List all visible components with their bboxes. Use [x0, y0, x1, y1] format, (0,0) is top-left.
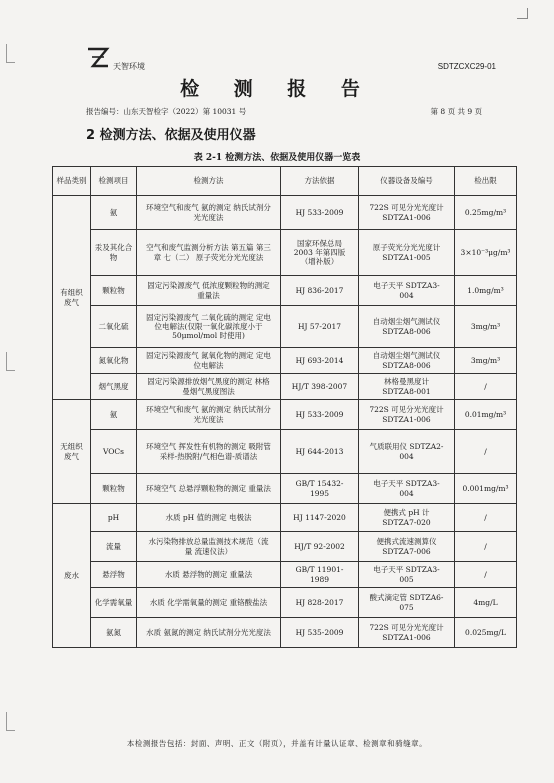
basis-cell: HJ 533-2009: [281, 196, 359, 230]
basis-cell: HJ 1147-2020: [281, 504, 359, 532]
basis-cell: 国家环保总局 2003 年第四版（增补版）: [281, 230, 359, 276]
binding-mark: [6, 352, 15, 371]
table-row: [53, 276, 517, 306]
limit-cell: 0.25mg/m³: [455, 196, 517, 230]
method-cell: 环境空气和废气 氨的测定 纳氏试剂分光光度法: [137, 400, 281, 430]
item-cell: 氨: [91, 196, 137, 230]
method-cell: 固定污染源排放烟气黑度的测定 林格曼烟气黑度图法: [137, 374, 281, 400]
instrument-cell: 林格曼黑度计 SDTZA8-001: [359, 374, 455, 400]
item-cell: 颗粒物: [91, 474, 137, 504]
category-cell: 无组织废气: [53, 400, 91, 504]
page-number: 第 8 页 共 9 页: [430, 107, 482, 116]
header-cell: 检测方法: [137, 167, 281, 196]
limit-cell: 0.01mg/m³: [455, 400, 517, 430]
table-row: [53, 504, 517, 532]
basis-cell: HJ 535-2009: [281, 618, 359, 648]
table-row: [53, 230, 517, 276]
header-cell: 仪器设备及编号: [359, 167, 455, 196]
method-cell: 水质 化学需氧量的测定 重铬酸盐法: [137, 588, 281, 618]
instrument-cell: 自动烟尘烟气测试仪 SDTZA8-006: [359, 348, 455, 374]
instrument-cell: 酸式滴定管 SDTZA6-075: [359, 588, 455, 618]
section-heading: 2 检测方法、依据及使用仪器: [86, 128, 256, 143]
limit-cell: 0.025mg/L: [455, 618, 517, 648]
item-cell: 氨: [91, 400, 137, 430]
header-cell: 检出限: [455, 167, 517, 196]
method-cell: 固定污染源废气 二氧化硫的测定 定电位电解法(仅限一氧化碳浓度小于 50μmol/mol 时使用): [137, 306, 281, 348]
item-cell: 氮氧化物: [91, 348, 137, 374]
instrument-cell: 便携式流速测算仪 SDTZA7-006: [359, 532, 455, 562]
item-cell: pH: [91, 504, 137, 532]
instrument-cell: 722S 可见分光光度计 SDTZA1-006: [359, 196, 455, 230]
limit-cell: /: [455, 374, 517, 400]
item-cell: 悬浮物: [91, 562, 137, 588]
report-footer-note: 本检测报告包括：封面、声明、正文（附页），并盖有计量认证章、检测章和骑缝章。: [126, 739, 428, 748]
method-cell: 水质 pH 值的测定 电极法: [137, 504, 281, 532]
method-cell: 环境空气和废气 氨的测定 纳氏试剂分光光度法: [137, 196, 281, 230]
item-cell: 二氧化硫: [91, 306, 137, 348]
instrument-cell: 722S 可见分光光度计 SDTZA1-006: [359, 400, 455, 430]
basis-cell: HJ 57-2017: [281, 306, 359, 348]
table-row: [53, 532, 517, 562]
header-cell: 样品类别: [53, 167, 91, 196]
header-cell: 方法依据: [281, 167, 359, 196]
limit-cell: 1.0mg/m³: [455, 276, 517, 306]
method-cell: 固定污染源废气 氮氧化物的测定 定电位电解法: [137, 348, 281, 374]
table-row: [53, 588, 517, 618]
basis-cell: HJ 693-2014: [281, 348, 359, 374]
binding-mark: [6, 712, 15, 731]
item-cell: 烟气黑度: [91, 374, 137, 400]
binding-mark: [6, 44, 15, 63]
table-row: [53, 348, 517, 374]
item-cell: 流量: [91, 532, 137, 562]
item-cell: 氨氮: [91, 618, 137, 648]
table-body: [53, 196, 517, 648]
limit-cell: 3mg/m³: [455, 348, 517, 374]
instrument-cell: 原子荧光分光光度计 SDTZA1-005: [359, 230, 455, 276]
method-cell: 水质 悬浮物的测定 重量法: [137, 562, 281, 588]
limit-cell: 0.001mg/m³: [455, 474, 517, 504]
category-cell: 有组织废气: [53, 196, 91, 400]
basis-cell: GB/T 11901-1989: [281, 562, 359, 588]
document-code: SDTZCXC29-01: [437, 62, 496, 71]
limit-cell: /: [455, 504, 517, 532]
item-cell: 化学需氧量: [91, 588, 137, 618]
table-row: [53, 400, 517, 430]
limit-cell: 3mg/m³: [455, 306, 517, 348]
header-cell: 检测项目: [91, 167, 137, 196]
method-cell: 环境空气 挥发性有机物的测定 吸附管采样-热脱附/气相色谱-质谱法: [137, 430, 281, 474]
basis-cell: HJ/T 92-2002: [281, 532, 359, 562]
company-name: 天智环境: [113, 62, 145, 71]
instrument-cell: 电子天平 SDTZA3-004: [359, 276, 455, 306]
basis-cell: HJ 533-2009: [281, 400, 359, 430]
table-row: [53, 474, 517, 504]
table-row: [53, 374, 517, 400]
basis-cell: HJ 836-2017: [281, 276, 359, 306]
methods-table: [52, 166, 517, 648]
basis-cell: GB/T 15432-1995: [281, 474, 359, 504]
page-title: 检 测 报 告: [180, 78, 374, 100]
method-cell: 水质 氨氮的测定 纳氏试剂分光光度法: [137, 618, 281, 648]
instrument-cell: 电子天平 SDTZA3-005: [359, 562, 455, 588]
item-cell: 汞及其化合物: [91, 230, 137, 276]
table-header-row: [53, 167, 517, 196]
instrument-cell: 自动烟尘烟气测试仪 SDTZA8-006: [359, 306, 455, 348]
table-row: [53, 430, 517, 474]
category-cell: 废水: [53, 504, 91, 648]
table-caption: 表 2-1 检测方法、依据及使用仪器一览表: [193, 153, 361, 163]
method-cell: 环境空气 总悬浮颗粒物的测定 重量法: [137, 474, 281, 504]
basis-cell: HJ 828-2017: [281, 588, 359, 618]
instrument-cell: 便携式 pH 计 SDTZA7-020: [359, 504, 455, 532]
instrument-cell: 电子天平 SDTZA3-004: [359, 474, 455, 504]
method-cell: 固定污染源废气 低浓度颗粒物的测定 重量法: [137, 276, 281, 306]
method-cell: 水污染物排放总量监测技术规范（流量 流速仪法）: [137, 532, 281, 562]
corner-mark: [517, 8, 528, 19]
limit-cell: 3×10⁻³μg/m³: [455, 230, 517, 276]
item-cell: 颗粒物: [91, 276, 137, 306]
table-row: [53, 306, 517, 348]
basis-cell: HJ 644-2013: [281, 430, 359, 474]
table-row: [53, 562, 517, 588]
table-row: [53, 196, 517, 230]
company-logo-icon: [85, 45, 111, 71]
basis-cell: HJ/T 398-2007: [281, 374, 359, 400]
item-cell: VOCs: [91, 430, 137, 474]
limit-cell: /: [455, 562, 517, 588]
table-row: [53, 618, 517, 648]
report-number: 报告编号：山东天智检字（2022）第 10031 号: [86, 107, 247, 116]
instrument-cell: 气质联用仪 SDTZA2-004: [359, 430, 455, 474]
method-cell: 空气和废气监测分析方法 第五篇 第三章 七（二） 原子荧光分光光度法: [137, 230, 281, 276]
limit-cell: 4mg/L: [455, 588, 517, 618]
instrument-cell: 722S 可见分光光度计 SDTZA1-006: [359, 618, 455, 648]
limit-cell: /: [455, 532, 517, 562]
limit-cell: /: [455, 430, 517, 474]
